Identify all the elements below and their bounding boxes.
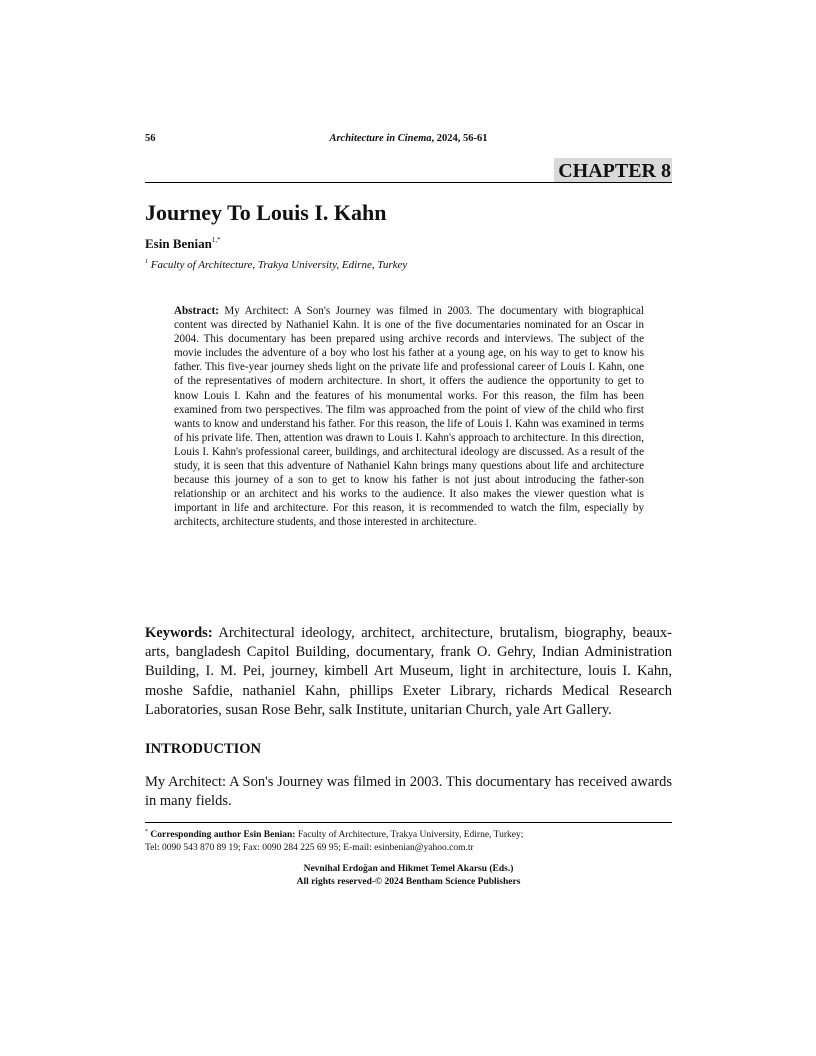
chapter-label: CHAPTER 8 [554,158,672,183]
footnote-label: Corresponding author Esin Benian: [148,830,296,840]
journal-title: Architecture in Cinema [329,133,432,144]
editors-line: Nevnihal Erdoğan and Hikmet Temel Akarsu (Eds.) [303,864,514,874]
author-name: Esin Benian [145,236,212,251]
author-superscript: 1,* [211,236,221,244]
chapter-title: Journey To Louis I. Kahn [145,200,387,225]
publisher-info [145,863,672,888]
chapter-divider [145,182,672,183]
author-line [145,236,221,252]
affiliation-text: Faculty of Architecture, Trakya University, Edirne, Turkey [148,259,408,271]
affiliation-superscript: 1 [145,259,148,265]
abstract-label: Abstract: [174,305,219,317]
section-heading-introduction: INTRODUCTION [145,741,262,757]
journal-volume-pages: , 2024, 56-61 [431,133,488,144]
abstract-text: My Architect: A Son's Journey was filmed in 2003. The documentary with biographical content was directed by Nathaniel Kahn. It is one of the five documentaries nominated for an Oscar in 2004. This documentary has been prepared using archive records and interviews. The subject of the movie includes the adventure of a boy who lost his father at a young age, on his way to get to know his father. This five-year journey sheds light on the private life and professional career of Louis I. Kahn, one of the representatives of modern architecture. In short, it offers the audience the opportunity to get to know Louis I. Kahn and the features of his monumental works. For this reason, the film has been examined from two perspectives. The film was approached from the point of view of the child who first wants to know and understand his father. For this reason, the life of Louis I. Kahn was examined in terms of his private life. Then, attention was drawn to Louis I. Kahn's approach to architecture. In this direction, Louis I. Kahn's professional career, buildings, and architectural ideology are discussed. As a result of the study, it is seen that this adventure of Nathaniel Kahn brings many questions about life and architecture because this journey of a son to get to know his father is not just about introducing the father-son relationship or an architect and his works to the audience. It also makes the viewer question what is important in life and architecture. For this reason, it is recommended to watch the film, especially by architects, architecture students, and those interested in architecture. [174,305,644,529]
abstract [174,304,644,530]
affiliation [145,259,407,271]
footnote [145,826,672,854]
keywords-label: Keywords: [145,625,213,641]
rights-line: All rights reserved-© 2024 Bentham Science Publishers [296,876,521,887]
footnote-marker: * [145,829,148,835]
keywords-text: Architectural ideology, architect, architecture, brutalism, biography, beaux-arts, bangladesh Capitol Building, documentary, frank O. Gehry, Indian Administration Building, I. M. Pei, journey, kimbell Art Museum, light in architecture, louis I. Kahn, moshe Safdie, nathaniel Kahn, phillips Exeter Library, richards Medical Research Laboratories, susan Rose Behr, salk Institute, unitarian Church, yale Art Gallery. [145,625,672,718]
footnote-divider [145,822,672,823]
introduction-paragraph: My Architect: A Son's Journey was filmed in 2003. This documentary has received awards in many fields. [145,774,672,810]
keywords [145,624,672,720]
page-number: 56 [145,133,156,144]
journal-citation [145,133,672,144]
footnote-line2: Tel: 0090 543 870 89 19; Fax: 0090 284 225 69 95; E-mail: esinbenian@yahoo.com.tr [145,842,474,853]
running-head [145,133,672,149]
footnote-line1: Faculty of Architecture, Trakya University, Edirne, Turkey; [295,830,524,840]
